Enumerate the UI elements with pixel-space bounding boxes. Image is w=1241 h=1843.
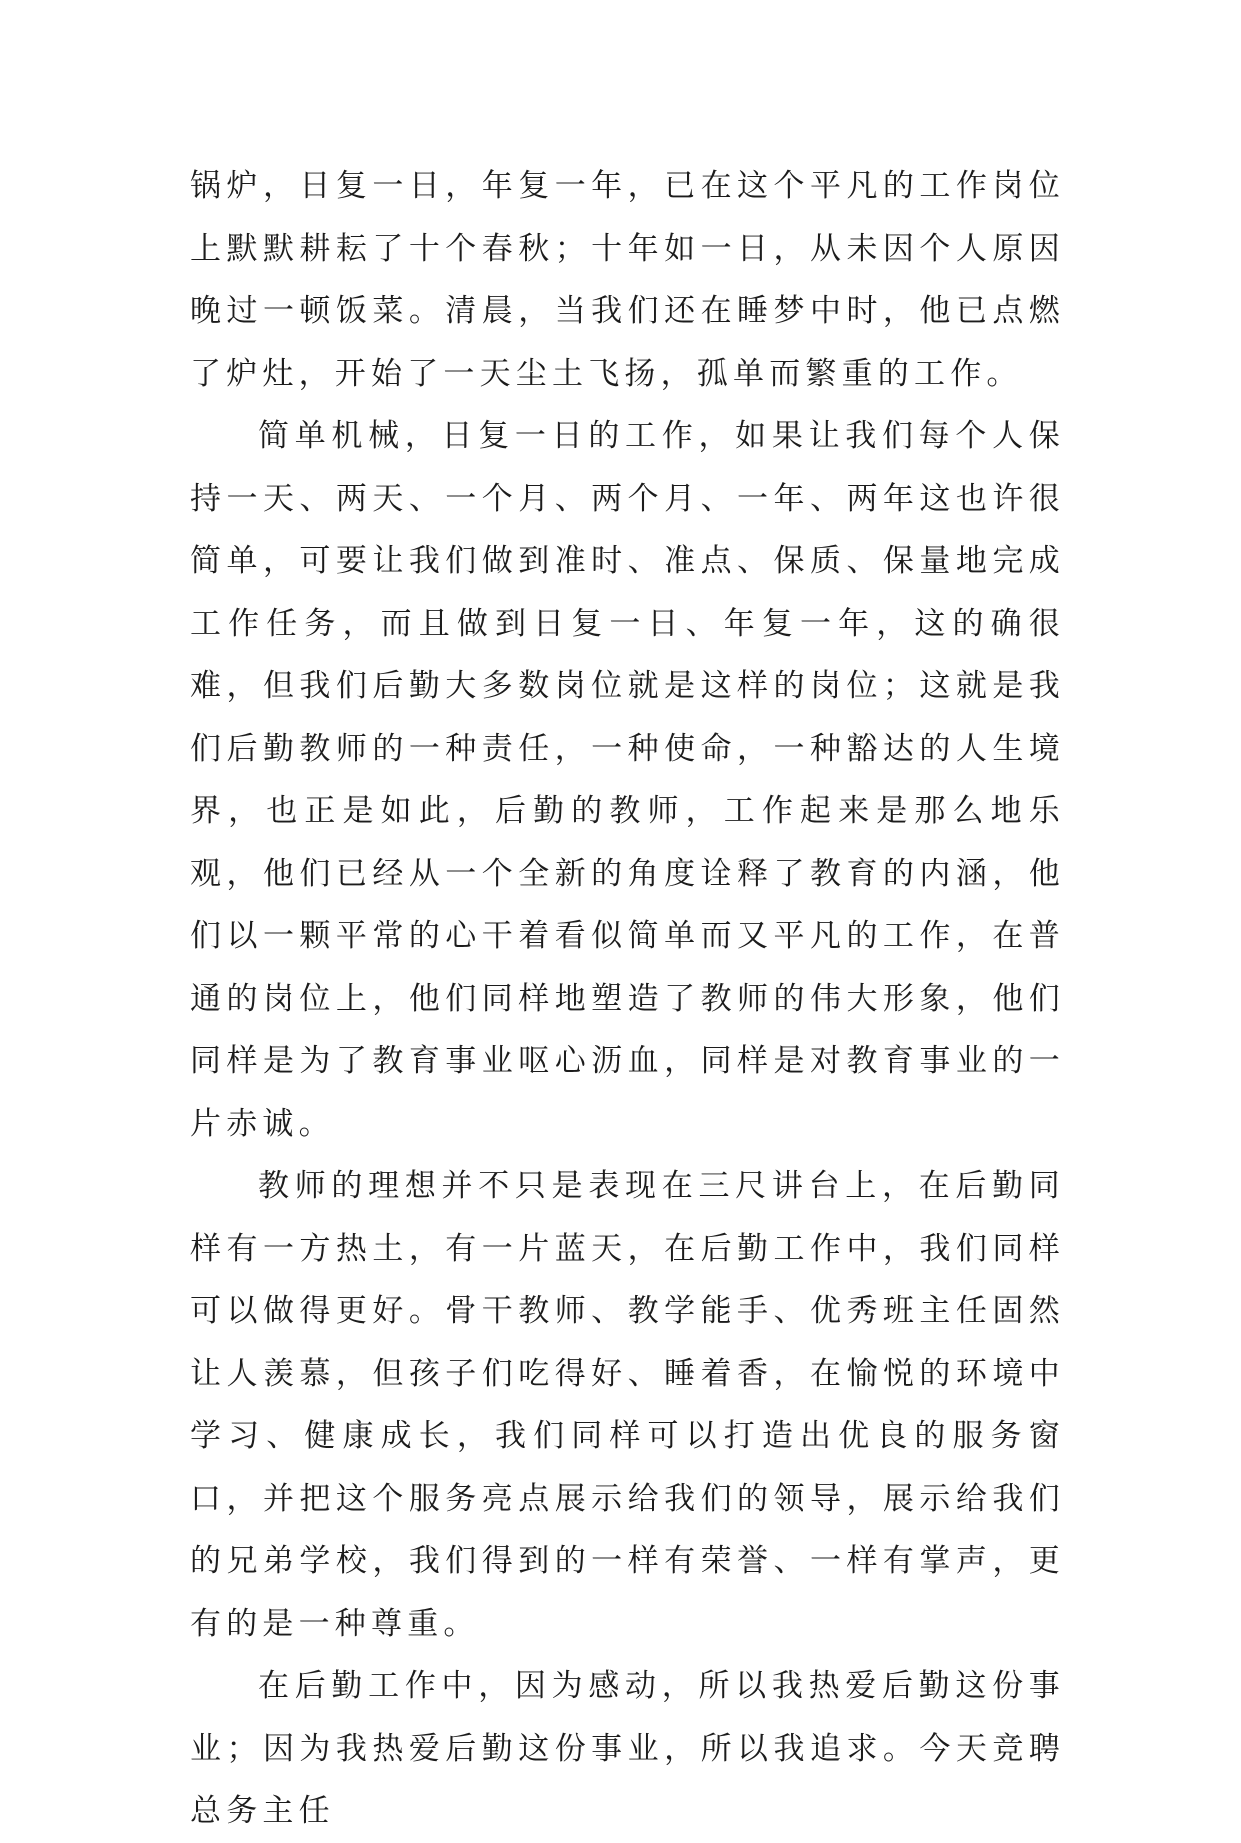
paragraph: 简单机械，日复一日的工作，如果让我们每个人保持一天、两天、一个月、两个月、一年、两年这也许很简单，可要让我们做到准时、准点、保质、保量地完成工作任务，而且做到日复一日、年复一年，这的确很难，但我们后勤大多数岗位就是这样的岗位；这就是我们后勤教师的一种责任，一种使命，一种豁达的人生境界，也正是如此，后勤的教师，工作起来是那么地乐观，他们已经从一个全新的角度诠释了教育的内涵，他们以一颗平常的心干着看似简单而又平凡的工作，在普通的岗位上，他们同样地塑造了教师的伟大形象，他们同样是为了教育事业呕心沥血，同样是对教育事业的一片赤诚。 — [190, 418, 1065, 1142]
paragraph-continued: 锅炉，日复一日，年复一年，已在这个平凡的工作岗位上默默耕耘了十个春秋；十年如一日，从未因个人原因晚过一顿饭菜。清晨，当我们还在睡梦中时，他已点燃了炉灶，开始了一天尘土飞扬，孤单而繁重的工作。 — [190, 168, 1065, 392]
document-page — [190, 155, 1065, 1843]
paragraph: 教师的理想并不只是表现在三尺讲台上，在后勤同样有一方热土，有一片蓝天，在后勤工作中，我们同样可以做得更好。骨干教师、教学能手、优秀班主任固然让人羡慕，但孩子们吃得好、睡着香，在愉悦的环境中学习、健康成长，我们同样可以打造出优良的服务窗口，并把这个服务亮点展示给我们的领导，展示给我们的兄弟学校，我们得到的一样有荣誉、一样有掌声，更有的是一种尊重。 — [190, 1168, 1065, 1642]
paragraph: 在后勤工作中，因为感动，所以我热爱后勤这份事业；因为我热爱后勤这份事业，所以我追求。今天竞聘总务主任 — [190, 1668, 1065, 1829]
